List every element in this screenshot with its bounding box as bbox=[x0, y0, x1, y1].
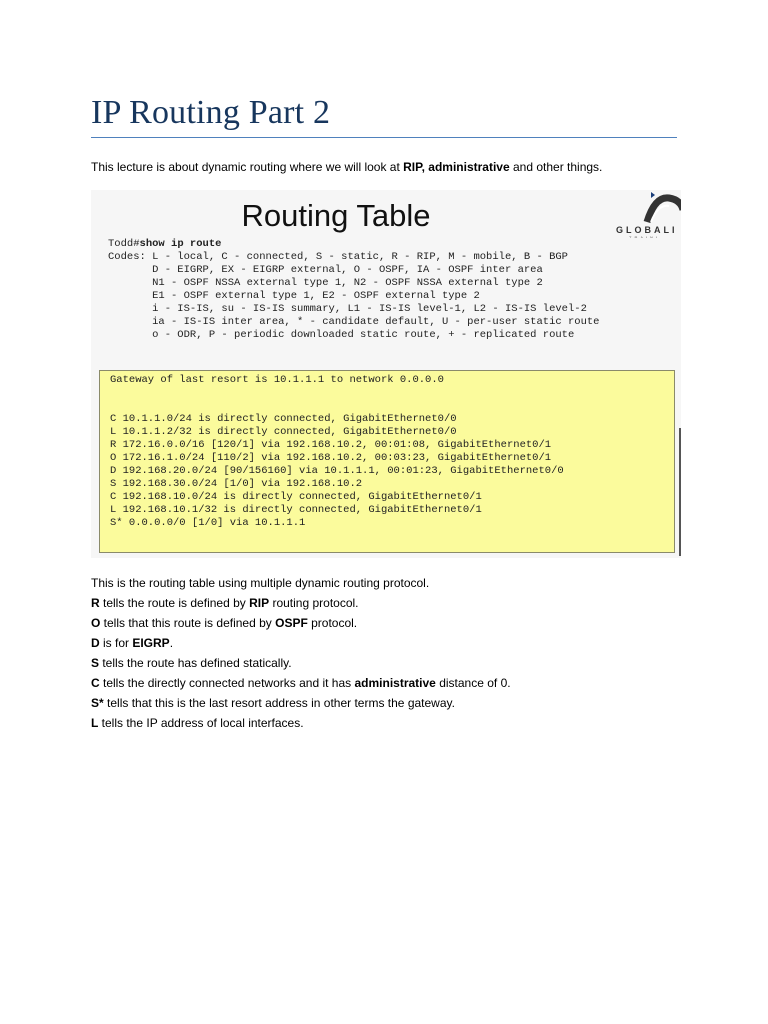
note-code: L bbox=[91, 716, 99, 730]
note-code: D bbox=[91, 636, 100, 650]
note-line bbox=[91, 593, 511, 613]
route-line: C 10.1.1.0/24 is directly connected, GigabitEthernet0/0 bbox=[110, 413, 457, 425]
codes-line: o - ODR, P - periodic downloaded static route, + - replicated route bbox=[108, 329, 575, 341]
note-keyword: OSPF bbox=[275, 616, 308, 630]
route-line: L 10.1.1.2/32 is directly connected, GigabitEthernet0/0 bbox=[110, 426, 457, 438]
note-line bbox=[91, 613, 511, 633]
note-code: R bbox=[91, 596, 100, 610]
codes-line: ia - IS-IS inter area, * - candidate default, U - per-user static route bbox=[108, 316, 600, 328]
title-underline bbox=[91, 137, 677, 138]
note-text: tells the route is defined by bbox=[99, 596, 250, 610]
note-keyword: administrative bbox=[354, 676, 436, 690]
note-line bbox=[91, 653, 511, 673]
note-text: tells the directly connected networks and it has bbox=[99, 676, 355, 690]
intro-text-end: and other things. bbox=[509, 160, 603, 174]
slide-border-edge bbox=[679, 428, 681, 556]
route-line: O 172.16.1.0/24 [110/2] via 192.168.10.2, 00:03:23, GigabitEthernet0/1 bbox=[110, 452, 552, 464]
note-line bbox=[91, 633, 511, 653]
codes-line: Codes: L - local, C - connected, S - static, R - RIP, M - mobile, B - BGP bbox=[108, 251, 568, 263]
page-title: IP Routing Part 2 bbox=[91, 94, 331, 131]
route-line: L 192.168.10.1/32 is directly connected, GigabitEthernet0/1 bbox=[110, 504, 482, 516]
routes-highlight-box bbox=[99, 370, 675, 553]
note-keyword: EIGRP bbox=[132, 636, 170, 650]
note-text-end: distance of 0. bbox=[435, 676, 511, 690]
note-line bbox=[91, 693, 511, 713]
cli-command: show ip route bbox=[139, 238, 222, 250]
company-logo bbox=[591, 192, 681, 238]
note-text: tells that this route is defined by bbox=[100, 616, 276, 630]
note-keyword: RIP bbox=[249, 596, 270, 610]
note-line bbox=[91, 673, 511, 693]
codes-line: E1 - OSPF external type 1, E2 - OSPF external type 2 bbox=[108, 290, 480, 302]
route-line: C 192.168.10.0/24 is directly connected, GigabitEthernet0/1 bbox=[110, 491, 482, 503]
note-text: tells the route has defined statically. bbox=[99, 656, 292, 670]
note-code: O bbox=[91, 616, 101, 630]
intro-administrative: administrative bbox=[428, 160, 510, 174]
route-line: S* 0.0.0.0/0 [1/0] via 10.1.1.1 bbox=[110, 517, 306, 529]
cli-output bbox=[108, 238, 599, 342]
route-line: R 172.16.0.0/16 [120/1] via 192.168.10.2, 00:01:08, GigabitEthernet0/1 bbox=[110, 439, 552, 451]
codes-line: i - IS-IS, su - IS-IS summary, L1 - IS-IS level-1, L2 - IS-IS level-2 bbox=[108, 303, 587, 315]
route-line: D 192.168.20.0/24 [90/156160] via 10.1.1.1, 00:01:23, GigabitEthernet0/0 bbox=[110, 465, 564, 477]
note-text: tells the IP address of local interfaces. bbox=[98, 716, 304, 730]
logo-text: GLOBALI bbox=[616, 225, 678, 235]
note-text: This is the routing table using multiple dynamic routing protocol. bbox=[91, 576, 430, 590]
intro-rip: RIP, bbox=[403, 160, 425, 174]
note-text-end: . bbox=[169, 636, 174, 650]
intro-text-start: This lecture is about dynamic routing where we will look at bbox=[91, 160, 404, 174]
note-code: C bbox=[91, 676, 100, 690]
logo-subtext: TRAINI bbox=[629, 235, 661, 238]
note-line bbox=[91, 573, 511, 593]
codes-line: D - EIGRP, EX - EIGRP external, O - OSPF, IA - OSPF inter area bbox=[108, 264, 543, 276]
intro-paragraph bbox=[91, 160, 602, 174]
note-text: tells that this is the last resort address in other terms the gateway. bbox=[103, 696, 455, 710]
note-text-end: routing protocol. bbox=[269, 596, 359, 610]
note-code: S* bbox=[91, 696, 104, 710]
gateway-line: Gateway of last resort is 10.1.1.1 to network 0.0.0.0 bbox=[110, 374, 444, 386]
cli-prompt: Todd# bbox=[108, 238, 140, 250]
note-text: is for bbox=[99, 636, 133, 650]
logo-arch-icon bbox=[591, 192, 681, 224]
codes-line: N1 - OSPF NSSA external type 1, N2 - OSPF NSSA external type 2 bbox=[108, 277, 543, 289]
slide-title: Routing Table bbox=[241, 198, 431, 233]
routing-table-slide bbox=[91, 190, 681, 558]
explanation-notes bbox=[91, 573, 511, 733]
note-code: S bbox=[91, 656, 100, 670]
route-line: S 192.168.30.0/24 [1/0] via 192.168.10.2 bbox=[110, 478, 363, 490]
note-text-end: protocol. bbox=[307, 616, 358, 630]
note-line bbox=[91, 713, 511, 733]
